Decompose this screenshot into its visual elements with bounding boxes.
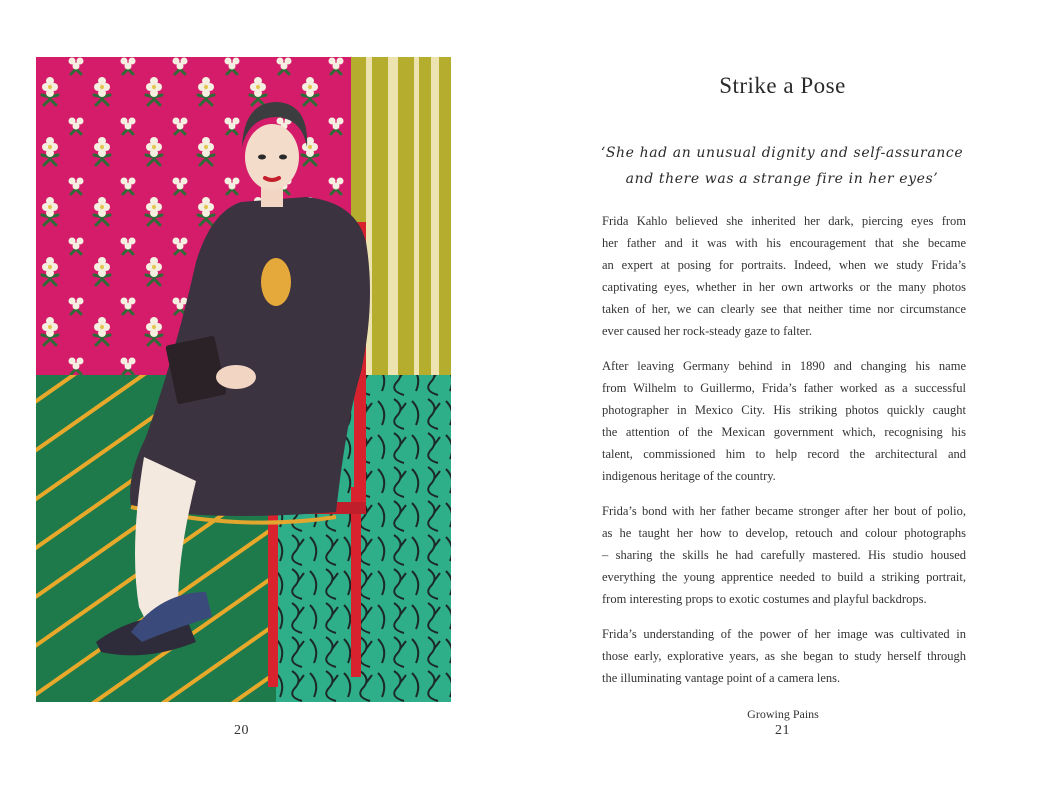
text-line: Frida’s understanding of the power of her image was cultivated in — [602, 627, 966, 641]
paragraph-2 — [602, 355, 966, 487]
text-line: the attention of the Mexican government which, recognising his — [602, 425, 966, 439]
text-line: Frida’s bond with her father became stronger after her bout of polio, — [602, 504, 966, 518]
running-footer: Growing Pains — [747, 707, 819, 721]
text-line: – sharing the skills he had carefully mastered. His studio housed — [602, 548, 966, 562]
left-page-number: 20 — [234, 723, 249, 738]
text-line: those early, explorative years, as she began to study herself through — [602, 649, 966, 663]
text-line: After leaving Germany behind in 1890 and changing his name — [602, 359, 966, 373]
text-line: indigenous heritage of the country. — [602, 469, 776, 483]
text-line: her father and it was with his encouragement that she became — [602, 236, 966, 250]
text-line: an expert at posing for portraits. Indeed, when we study Frida’s — [602, 258, 966, 272]
text-line: captivating eyes, whether in her own artworks or the many photos — [602, 280, 966, 294]
right-page-number: 21 — [775, 723, 790, 738]
text-line: as he taught her how to develop, retouch and colour photographs — [602, 526, 966, 540]
text-line: ever caused her rock-steady gaze to falter. — [602, 324, 812, 338]
body-text — [602, 210, 966, 702]
text-line: photographer in Mexico City. His striking photos quickly caught — [602, 403, 966, 417]
text-line: from interesting props to exotic costumes and playful backdrops. — [602, 592, 927, 606]
text-line: from Wilhelm to Guillermo, Frida’s father worked as a successful — [602, 381, 966, 395]
epigraph-quote — [572, 140, 992, 192]
text-line: taken of her, we can clearly see that neither time nor circumstance — [602, 302, 966, 316]
chapter-title: Strike a Pose — [719, 73, 846, 98]
quote-line: and there was a strange fire in her eyes’ — [625, 171, 939, 187]
text-line: everything the young apprentice needed to build a striking portrait, — [602, 570, 966, 584]
text-line: the illuminating vantage point of a camera lens. — [602, 671, 841, 685]
text-line: Frida Kahlo believed she inherited her dark, piercing eyes from — [602, 214, 966, 228]
paragraph-4 — [602, 623, 966, 689]
portrait-illustration — [36, 57, 451, 702]
text-line: talent, commissioned him to help record the architectural and — [602, 447, 966, 461]
quote-line: ‘She had an unusual dignity and self-assurance — [600, 145, 964, 161]
paragraph-3 — [602, 500, 966, 610]
paragraph-1 — [602, 210, 966, 342]
